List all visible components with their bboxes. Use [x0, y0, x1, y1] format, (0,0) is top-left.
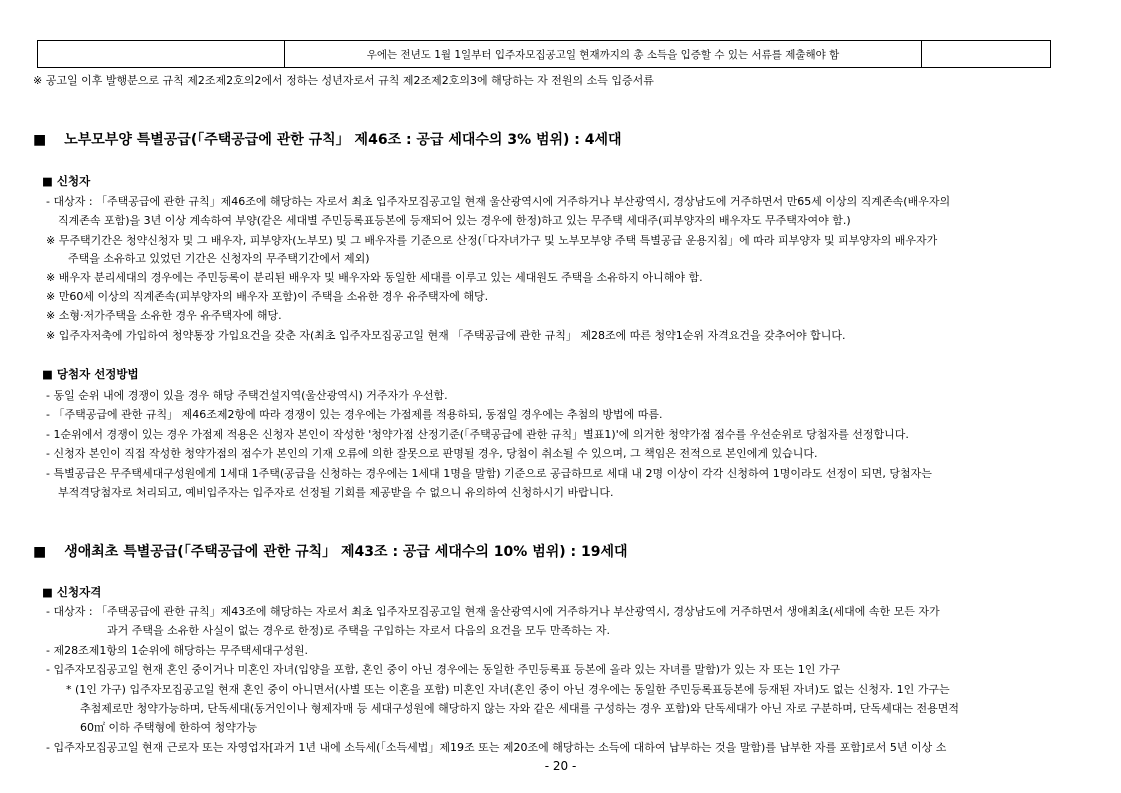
- square-bullet-icon: ■: [33, 544, 47, 560]
- paragraph-line: 과거 주택을 소유한 사실이 없는 경우로 한정)로 주택을 구입하는 자로서 다음의 요건을 모두 만족하는 자.: [107, 624, 611, 637]
- section-title: 노부모부양 특별공급(「주택공급에 관한 규칙」 제46조 : 공급 세대수의 3% 범위) : 4세대: [64, 132, 622, 148]
- paragraph-line: - 동일 순위 내에 경쟁이 있을 경우 해당 주택건설지역(울산광역시) 거주자가 우선함.: [46, 389, 448, 402]
- note-income-proof: ※ 공고일 이후 발행분으로 규칙 제2조제2호의2에서 정하는 성년자로서 규칙 제2조제2호의3에 해당하는 자 전원의 소득 입증서류: [33, 74, 654, 87]
- note-line: 60㎡ 이하 주택형에 한하여 청약가능: [80, 721, 258, 734]
- paragraph-line: 직계존속 포함)을 3년 이상 계속하여 부양(같은 세대별 주민등록표등본에 등재되어 있는 경우에 한정)하고 있는 무주택 세대주(피부양자의 배우자도 무주택자여야 함.): [58, 214, 851, 227]
- paragraph-line: - 특별공급은 무주택세대구성원에게 1세대 1주택(공급을 신청하는 경우에는 1세대 1명을 말함) 기준으로 공급하므로 세대 내 2명 이상이 각각 신청하여 1명이라도 선정이 되면, 당첨자는: [46, 467, 932, 480]
- subheading-qualification: ■ 신청자격: [42, 585, 102, 599]
- paragraph-line: - 대상자 : 「주택공급에 관한 규칙」제43조에 해당하는 자로서 최초 입주자모집공고일 현재 울산광역시에 거주하거나 부산광역시, 경상남도에 거주하면서 생애최초(세대에 속한 모든 자가: [46, 605, 940, 618]
- note-line: 추첨제로만 청약가능하며, 단독세대(동거인이나 형제자매 등 세대구성원에 해당하지 않는 자와 같은 세대를 구성하는 경우 포함)와 단독세대가 아닌 자로 구분하며, 단독세대는 전용면적: [80, 702, 959, 715]
- paragraph-line: - 신청자 본인이 직접 작성한 청약가점의 점수가 본인의 기재 오류에 의한 잘못으로 판명될 경우, 당첨이 취소될 수 있으며, 그 책임은 전적으로 본인에게 있습니다.: [46, 447, 818, 460]
- subheading-selection-method: ■ 당첨자 선정방법: [42, 367, 139, 381]
- paragraph-line: 부적격당첨자로 처리되고, 예비입주자는 입주자로 선정될 기회를 제공받을 수 없으니 유의하여 신청하시기 바랍니다.: [58, 486, 614, 499]
- paragraph-line: - 입주자모집공고일 현재 혼인 중이거나 미혼인 자녀(입양을 포함, 혼인 중이 아닌 경우에는 동일한 주민등록표 등본에 올라 있는 자녀를 말함)가 있는 자 또는 1인 가구: [46, 663, 841, 676]
- note-line: ※ 배우자 분리세대의 경우에는 주민등록이 분리된 배우자 및 배우자와 동일한 세대를 이루고 있는 세대원도 주택을 소유하지 아니해야 함.: [46, 271, 703, 284]
- subheading-applicant: ■ 신청자: [42, 174, 91, 188]
- table-cell-left: [38, 41, 285, 67]
- note-line: ※ 무주택기간은 청약신청자 및 그 배우자, 피부양자(노부모) 및 그 배우자를 기준으로 산정(「다자녀가구 및 노부모부양 주택 특별공급 운용지침」에 따라 피부양자 및 피부양자의 배우자가: [46, 234, 938, 247]
- note-line: * (1인 가구) 입주자모집공고일 현재 혼인 중이 아니면서(사별 또는 이혼을 포함) 미혼인 자녀(혼인 중이 아닌 경우에는 동일한 주민등록표등본에 등재된 자녀)도 없는 신청자. 1인 가구는: [66, 683, 950, 696]
- section-heading-parent-support: [33, 129, 622, 149]
- paragraph-line: - 대상자 : 「주택공급에 관한 규칙」제46조에 해당하는 자로서 최초 입주자모집공고일 현재 울산광역시에 거주하거나 부산광역시, 경상남도에 거주하면서 만65세 이상의 직계존속(배우자의: [46, 195, 951, 208]
- section-title: 생애최초 특별공급(「주택공급에 관한 규칙」 제43조 : 공급 세대수의 10% 범위) : 19세대: [64, 544, 628, 560]
- table-cell-text: 우에는 전년도 1월 1일부터 입주자모집공고일 현재까지의 총 소득을 입증할 수 있는 서류를 제출해야 함: [285, 41, 922, 67]
- income-table-row: [37, 40, 1051, 68]
- paragraph-line: - 제28조제1항의 1순위에 해당하는 무주택세대구성원.: [46, 644, 308, 657]
- note-line: ※ 만60세 이상의 직계존속(피부양자의 배우자 포함)이 주택을 소유한 경우 유주택자에 해당.: [46, 290, 489, 303]
- note-line: ※ 입주자저축에 가입하여 청약통장 가입요건을 갖춘 자(최초 입주자모집공고일 현재 「주택공급에 관한 규칙」 제28조에 따른 청약1순위 자격요건을 갖추어야 합니다.: [46, 329, 846, 342]
- square-bullet-icon: ■: [33, 132, 47, 148]
- paragraph-line: - 1순위에서 경쟁이 있는 경우 가점제 적용은 신청자 본인이 작성한 '청약가점 산정기준(「주택공급에 관한 규칙」별표1)'에 의거한 청약가점 점수를 우선순위로 당첨자를 선정합니다.: [46, 428, 909, 441]
- page-number: - 20 -: [544, 759, 577, 773]
- note-line: ※ 소형·저가주택을 소유한 경우 유주택자에 해당.: [46, 309, 282, 322]
- section-heading-first-home: [33, 541, 628, 561]
- paragraph-line: - 입주자모집공고일 현재 근로자 또는 자영업자[과거 1년 내에 소득세(「소득세법」제19조 또는 제20조에 해당하는 소득에 대하여 납부하는 것을 말함)를 납부한 자를 포함]로서 5년 이상 소: [46, 741, 947, 754]
- paragraph-line: - 「주택공급에 관한 규칙」 제46조제2항에 따라 경쟁이 있는 경우에는 가점제를 적용하되, 동점일 경우에는 추첨의 방법에 따름.: [46, 408, 663, 421]
- table-cell-right: [922, 41, 1050, 67]
- note-line: 주택을 소유하고 있었던 기간은 신청자의 무주택기간에서 제외): [68, 252, 370, 265]
